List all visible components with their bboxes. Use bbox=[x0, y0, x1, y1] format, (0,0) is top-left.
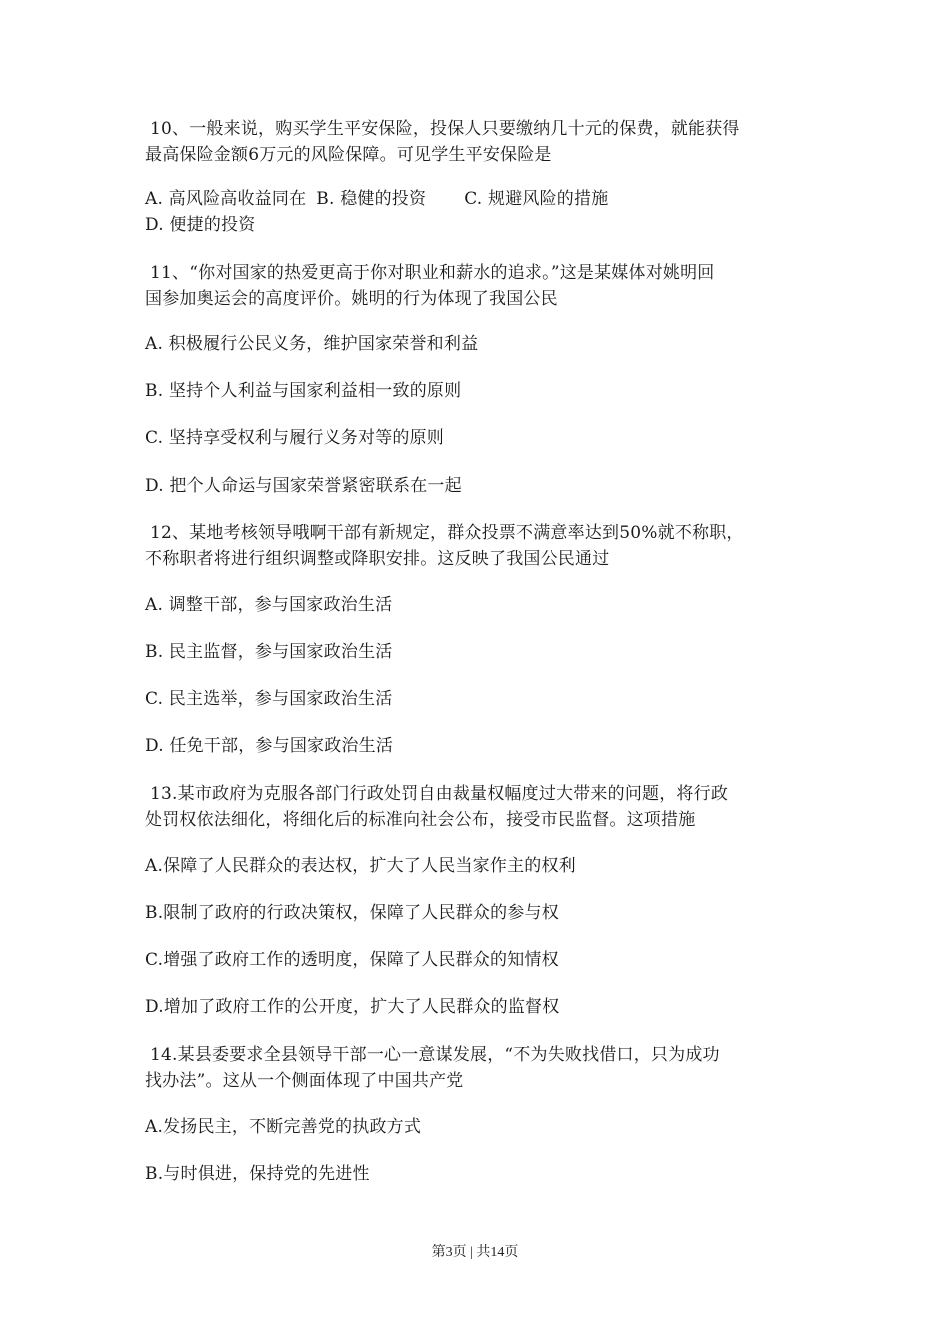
question-11-stem-line2: 国参加奥运会的高度评价。姚明的行为体现了我国公民 bbox=[145, 289, 558, 309]
question-12-option-d: D. 任免干部，参与国家政治生活 bbox=[145, 736, 394, 756]
question-13-option-b: B.限制了政府的行政决策权，保障了人民群众的参与权 bbox=[145, 903, 559, 923]
question-13-stem-line1: 13.某市政府为克服各部门行政处罚自由裁量权幅度过大带来的问题，将行政 bbox=[150, 784, 729, 804]
question-13-option-d: D.增加了政府工作的公开度，扩大了人民群众的监督权 bbox=[145, 997, 560, 1017]
question-12-stem-line2: 不称职者将进行组织调整或降职安排。这反映了我国公民通过 bbox=[145, 549, 610, 569]
question-10-option-b: B. 稳健的投资 bbox=[316, 189, 427, 209]
question-12-option-c: C. 民主选举，参与国家政治生活 bbox=[145, 689, 393, 709]
question-10-stem-line2: 最高保险金额6万元的风险保障。可见学生平安保险是 bbox=[145, 145, 552, 165]
question-14-stem-line1: 14.某县委要求全县领导干部一心一意谋发展，“不为失败找借口，只为成功 bbox=[150, 1045, 720, 1065]
question-13-stem-line2: 处罚权依法细化，将细化后的标准向社会公布，接受市民监督。这项措施 bbox=[145, 810, 696, 830]
question-14-stem-line2: 找办法”。这从一个侧面体现了中国共产党 bbox=[145, 1071, 464, 1091]
question-12-option-b: B. 民主监督，参与国家政治生活 bbox=[145, 642, 393, 662]
question-14-option-a: A.发扬民主，不断完善党的执政方式 bbox=[145, 1117, 422, 1137]
question-12-option-a: A. 调整干部，参与国家政治生活 bbox=[145, 595, 393, 615]
question-11-option-b: B. 坚持个人利益与国家利益相一致的原则 bbox=[145, 381, 462, 401]
question-11-option-c: C. 坚持享受权利与履行义务对等的原则 bbox=[145, 428, 445, 448]
question-11-option-d: D. 把个人命运与国家荣誉紧密联系在一起 bbox=[145, 476, 462, 496]
question-13-option-a: A.保障了人民群众的表达权，扩大了人民当家作主的权利 bbox=[145, 856, 576, 876]
question-11-option-a: A. 积极履行公民义务，维护国家荣誉和利益 bbox=[145, 334, 479, 354]
question-11-stem-line1: 11、“你对国家的热爱更高于你对职业和薪水的追求。”这是某媒体对姚明回 bbox=[150, 263, 715, 283]
question-13-option-c: C.增强了政府工作的透明度，保障了人民群众的知情权 bbox=[145, 950, 559, 970]
question-10-option-a: A. 高风险高收益同在 bbox=[145, 189, 307, 209]
question-10-stem-line1: 10、一般来说，购买学生平安保险，投保人只要缴纳几十元的保费，就能获得 bbox=[150, 119, 740, 139]
question-10-option-d: D. 便捷的投资 bbox=[145, 215, 256, 235]
question-10-option-c: C. 规避风险的措施 bbox=[464, 189, 609, 209]
question-14-option-b: B.与时俱进，保持党的先进性 bbox=[145, 1164, 370, 1184]
question-12-stem-line1: 12、某地考核领导哦啊干部有新规定，群众投票不满意率达到50%就不称职， bbox=[150, 523, 744, 543]
question-10-options-row bbox=[145, 188, 608, 210]
page-number-footer: 第3页 | 共14页 bbox=[431, 1245, 519, 1260]
